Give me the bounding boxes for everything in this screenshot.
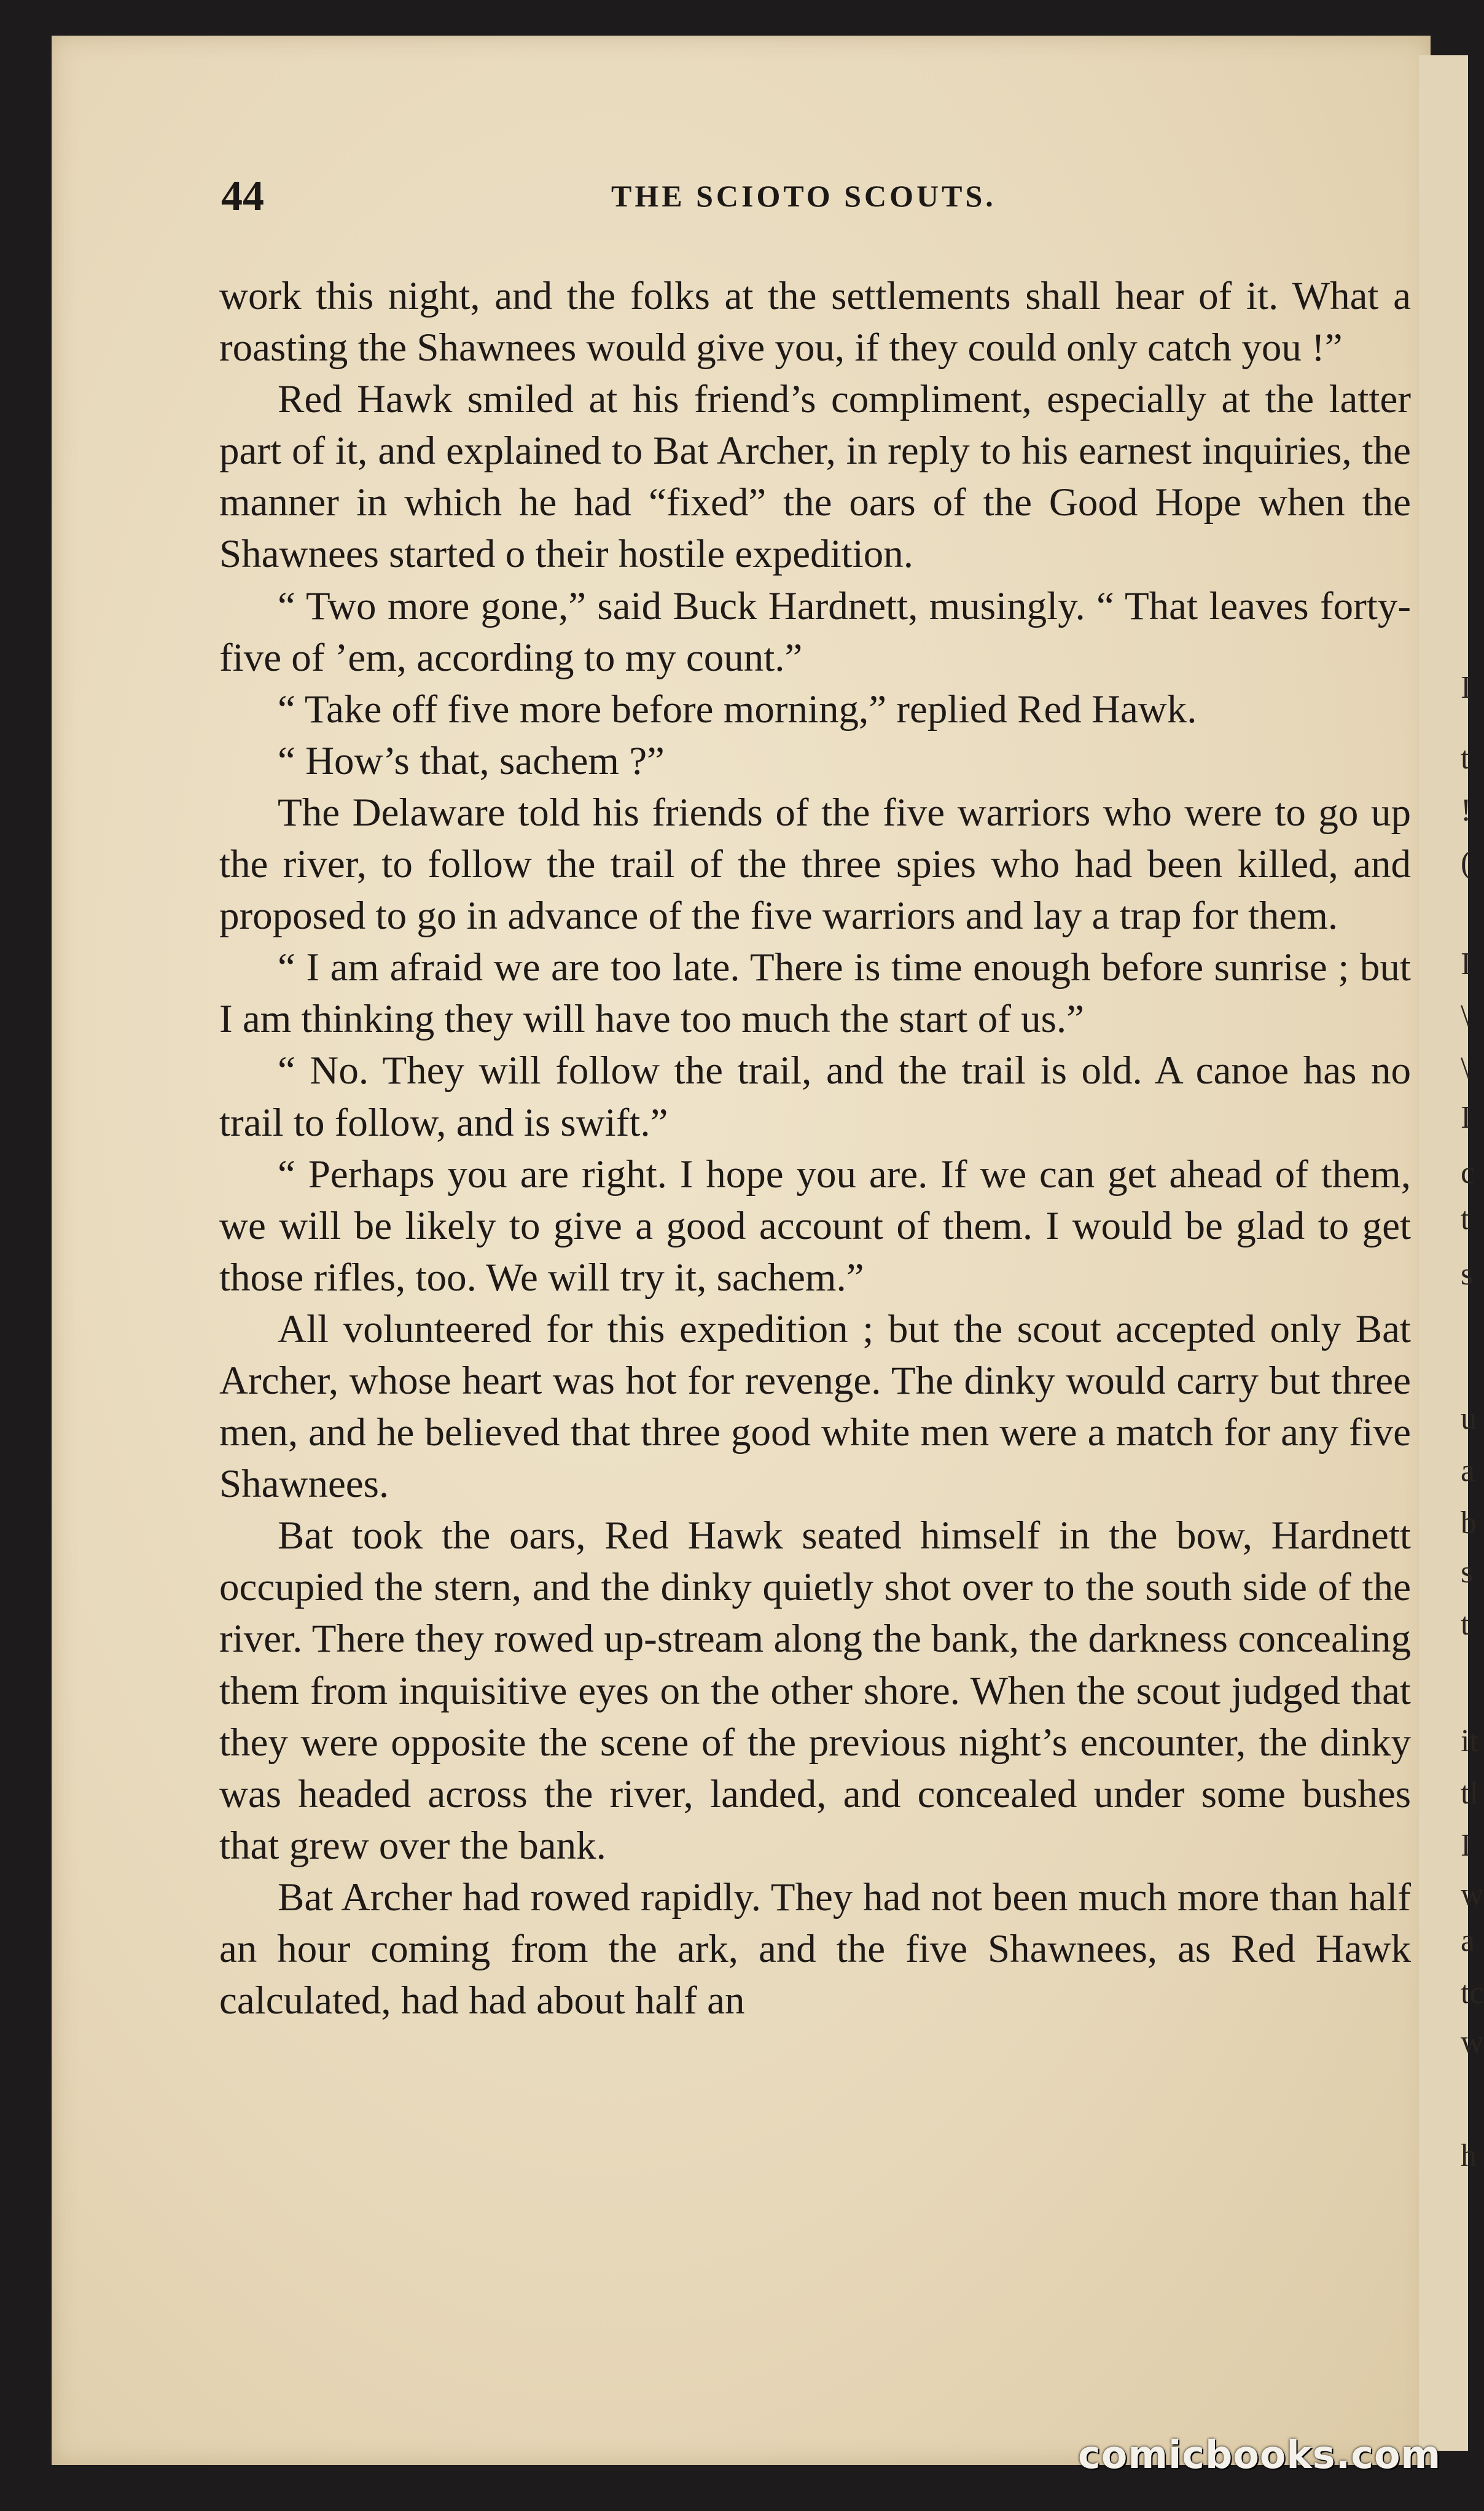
paragraph: “ Take off five more before morning,” replied Red Hawk. bbox=[278, 687, 1197, 732]
edge-letter: u bbox=[1461, 1401, 1477, 1436]
edge-letter: c bbox=[1461, 1155, 1475, 1190]
paragraph: “ How’s that, sachem ?” bbox=[278, 738, 665, 783]
edge-letter: tc bbox=[1461, 1975, 1484, 2010]
edge-letter: it bbox=[1461, 1724, 1478, 1759]
edge-letter: I bbox=[1461, 1828, 1472, 1863]
paragraph: All volunteered for this expedition ; but the scout accepted only Bat Archer, whose heart was hot for revenge. The dinky would carry but three men, and he believed that three good white men were a match for any five Shawnees. bbox=[219, 1306, 1411, 1507]
edge-letter: I bbox=[1461, 1100, 1472, 1135]
paragraph: The Delaware told his friends of the five warriors who were to go up the river, to follow the trail of the three spies who had been killed, and proposed to go in advance of the five warriors and lay a trap for them. bbox=[219, 790, 1411, 939]
paragraph: “ Two more gone,” said Buck Hardnett, musingly. “ That leaves forty-five of ’em, according to my count.” bbox=[219, 584, 1411, 680]
body-text bbox=[219, 270, 1411, 2026]
edge-letter: tl bbox=[1461, 1776, 1478, 1811]
running-head: THE SCIOTO SCOUTS. bbox=[611, 179, 996, 213]
edge-letter: ! bbox=[1461, 793, 1472, 828]
paragraph: Red Hawk smiled at his friend’s compliment, especially at the latter part of it, and explained to Bat Archer, in reply to his earnest inquiries, the manner in which he had “fixed” the oars of the Good Hope when the Shawnees started o their hostile expedition. bbox=[219, 377, 1411, 577]
watermark: comicbooks.com bbox=[1078, 2432, 1442, 2477]
edge-letter: h bbox=[1461, 2138, 1477, 2173]
edge-letter: ( bbox=[1461, 845, 1472, 880]
edge-letter: \ bbox=[1461, 1051, 1470, 1086]
edge-letter: t bbox=[1461, 1201, 1470, 1236]
edge-letter: w bbox=[1461, 2025, 1484, 2060]
edge-letter: I bbox=[1461, 670, 1472, 705]
paragraph: work this night, and the folks at the settlements shall hear of it. What a roasting the Shawnees would give you, if they could only catch you !” bbox=[219, 274, 1411, 370]
paragraph: “ I am afraid we are too late. There is time enough before sunrise ; but I am thinking they will have too much the start of us.” bbox=[219, 945, 1411, 1042]
edge-letter: I bbox=[1461, 947, 1472, 982]
next-page-edge bbox=[1419, 55, 1468, 2451]
paragraph: “ Perhaps you are right. I hope you are. If we can get ahead of them, we will be likely to give a good account of them. I would be glad to get those rifles, too. We will try it, sachem.” bbox=[219, 1152, 1411, 1300]
edge-letter: \ bbox=[1461, 999, 1470, 1034]
edge-letter: w bbox=[1461, 1877, 1484, 1912]
edge-letter: s bbox=[1461, 1257, 1474, 1292]
paragraph: “ No. They will follow the trail, and the trail is old. A canoe has no trail to follow, and is swift.” bbox=[219, 1049, 1411, 1145]
edge-letter: b bbox=[1461, 1505, 1477, 1541]
edge-letter: s bbox=[1461, 1555, 1474, 1590]
edge-letter: t bbox=[1461, 741, 1470, 776]
page-number: 44 bbox=[221, 173, 264, 220]
edge-letter: a bbox=[1461, 1453, 1475, 1488]
edge-letter: a bbox=[1461, 1923, 1475, 1958]
paragraph: Bat took the oars, Red Hawk seated himself in the bow, Hardnett occupied the stern, and the dinky quietly shot over to the south side of the river. There they rowed up-stream along the bank, the darkness concealing them from inquisitive eyes on the other shore. When the scout judged that they were opposite the scene of the previous night’s encounter, the dinky was headed across the river, landed, and concealed under some bushes that grew over the bank. bbox=[219, 1513, 1411, 1868]
edge-letter: t bbox=[1461, 1607, 1470, 1642]
paragraph: Bat Archer had rowed rapidly. They had not been much more than half an hour coming from the ark, and the five Shawnees, as Red Hawk calculated, had had about half an bbox=[219, 1875, 1411, 2023]
